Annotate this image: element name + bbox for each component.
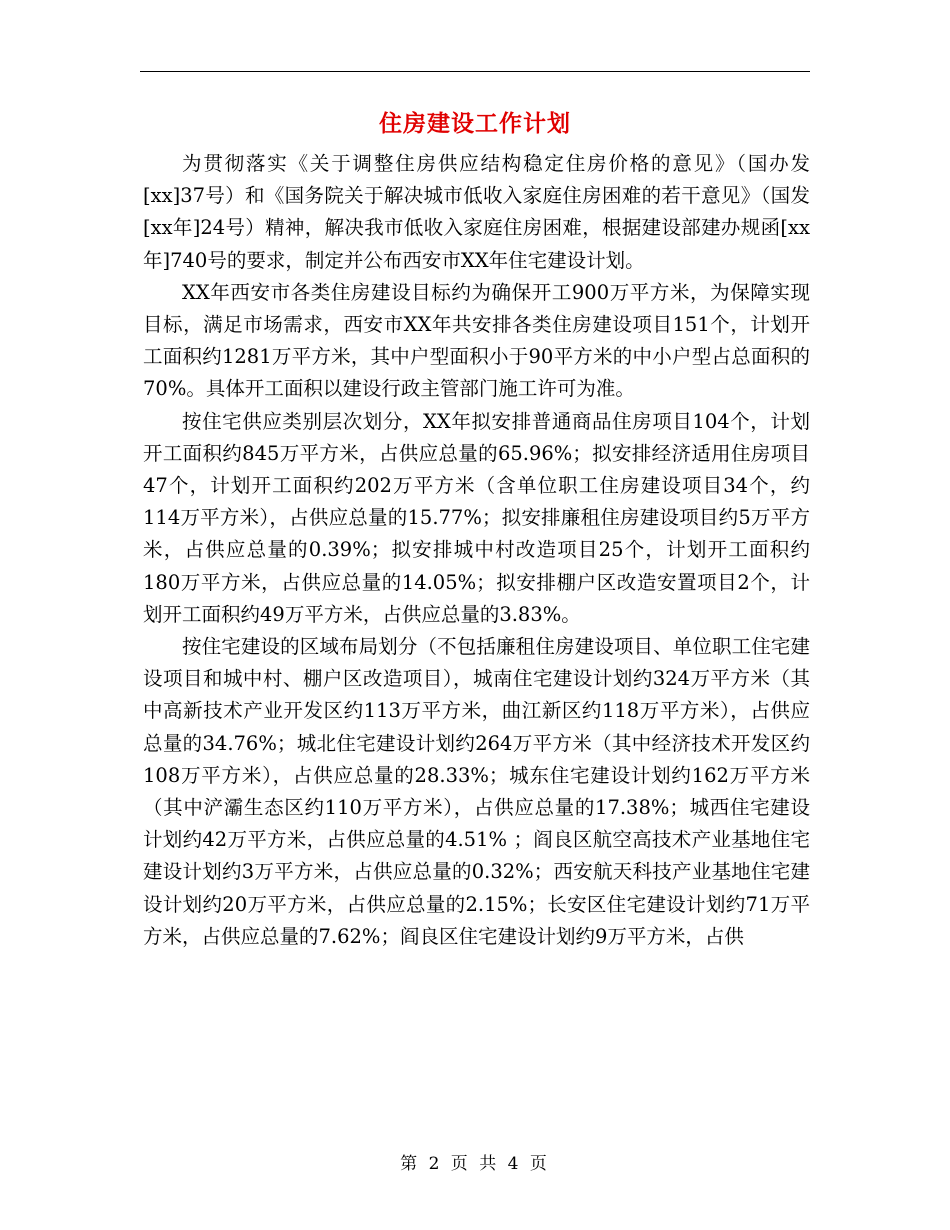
document-body (143, 148, 810, 953)
paragraph-2: XX年西安市各类住房建设目标约为确保开工900万平方米，为保障实现目标，满足市场需求，西安市XX年共安排各类住房建设项目151个，计划开工面积约1281万平方米，其中户型面积小于90平方米的中小户型占总面积的70%。具体开工面积以建设行政主管部门施工许可为准。 (143, 280, 810, 401)
paragraph-1: 为贯彻落实《关于调整住房供应结构稳定住房价格的意见》（国办发[xx]37号）和《国务院关于解决城市低收入家庭住房困难的若干意见》（国发[xx年]24号）精神，解决我市低收入家庭住房困难，根据建设部建办规函[xx年]740号的要求，制定并公布西安市XX年住宅建设计划。 (143, 152, 810, 272)
document-title: 住房建设工作计划 (379, 111, 571, 137)
paragraph-4: 按住宅建设的区域布局划分（不包括廉租住房建设项目、单位职工住宅建设项目和城中村、棚户区改造项目），城南住宅建设计划约324万平方米（其中高新技术产业开发区约113万平方米，曲江新区约118万平方米），占供应总量的34.76%；城北住宅建设计划约264万平方米（其中经济技术开发区约108万平方米），占供应总量的28.33%；城东住宅建设计划约162万平方米（其中浐灞生态区约110万平方米），占供应总量的17.38%；城西住宅建设计划约42万平方米，占供应总量的4.51% ；阎良区航空高技术产业基地住宅建设计划约3万平方米，占供应总量的0.32%；西安航天科技产业基地住宅建设计划约20万平方米，占供应总量的2.15%；长安区住宅建设计划约71万平方米，占供应总量的7.62%；阎良区住宅建设计划约9万平方米，占供 (143, 635, 810, 948)
paragraph-3: 按住宅供应类别层次划分，XX年拟安排普通商品住房项目104个，计划开工面积约845万平方米，占供应总量的65.96%；拟安排经济适用住房项目47个，计划开工面积约202万平方米（含单位职工住房建设项目34个，约114万平方米），占供应总量的15.77%；拟安排廉租住房建设项目约5万平方米，占供应总量的0.39%；拟安排城中村改造项目25个，计划开工面积约180万平方米，占供应总量的14.05%；拟安排棚户区改造安置项目2个，计划开工面积约49万平方米，占供应总量的3.83%。 (143, 409, 810, 626)
header-rule (140, 71, 810, 72)
page-number: 第 2 页 共 4 页 (400, 1154, 550, 1174)
